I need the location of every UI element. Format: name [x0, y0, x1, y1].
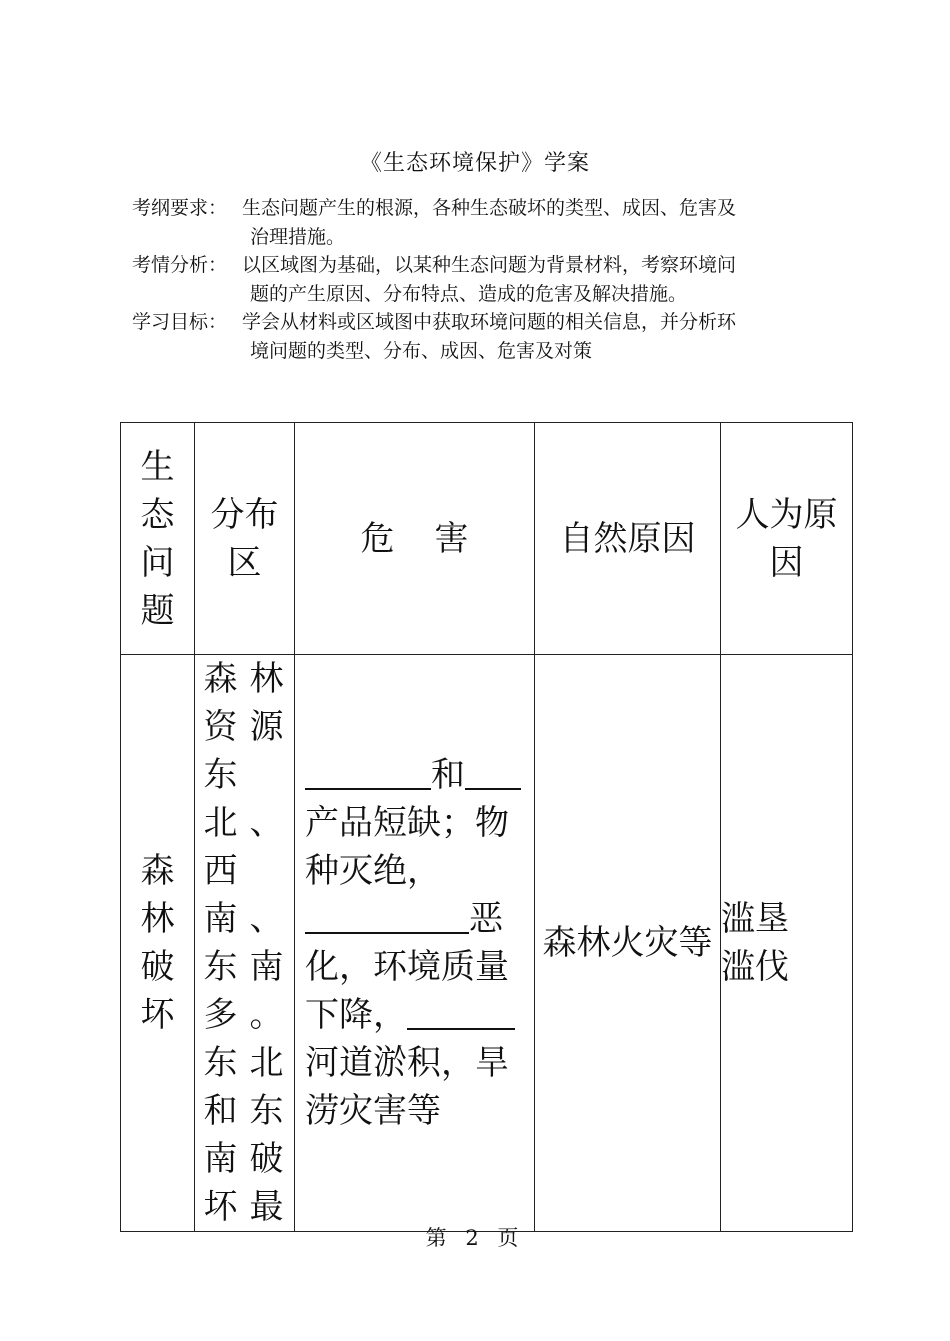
fill-blank[interactable]: [305, 898, 469, 934]
requirement-label: 考纲要求：: [132, 197, 228, 219]
requirement-text: 以区域图为基础，以某种生态问题为背景材料，考察环境问: [242, 254, 737, 276]
header-distribution: 分布区: [195, 423, 295, 655]
table-row: [121, 655, 853, 1232]
requirement-exam-outline: [132, 194, 832, 252]
cell-harm: 和产品短缺；物种灭绝，恶化，环境质量下降，河道淤积，旱涝灾害等: [295, 655, 535, 1232]
requirement-goal: [132, 308, 832, 366]
header-ecological-problem: 生态问题: [121, 423, 195, 655]
cell-distribution: 森林资源东北、西南、东南多。东北和东南破坏最: [195, 655, 295, 1232]
header-human-cause: 人为原因: [721, 423, 853, 655]
page-title: 《生态环境保护》学案: [359, 151, 590, 176]
requirement-label: 学习目标：: [132, 311, 228, 333]
header-harm: 危害: [295, 423, 535, 655]
fill-blank[interactable]: [465, 754, 521, 790]
requirement-analysis: [132, 251, 832, 309]
table-header-row: [121, 423, 853, 655]
fill-blank[interactable]: [407, 994, 515, 1030]
cell-problem: 森林破坏: [121, 655, 195, 1232]
cell-natural-cause: 森林火灾等: [535, 655, 721, 1232]
cell-human-cause: 滥垦滥伐: [721, 655, 853, 1232]
fill-blank[interactable]: [305, 754, 431, 790]
requirement-text: 学会从材料或区域图中获取环境问题的相关信息，并分析环: [242, 311, 737, 333]
page-number: 第 2 页: [425, 1226, 525, 1250]
ecology-table: [120, 422, 853, 1232]
requirement-text-continued: 境问题的类型、分布、成因、危害及对策: [250, 340, 593, 362]
requirement-text-continued: 治理措施。: [250, 226, 346, 248]
requirement-label: 考情分析：: [132, 254, 228, 276]
header-natural-cause: 自然原因: [535, 423, 721, 655]
requirement-text-continued: 题的产生原因、分布特点、造成的危害及解决措施。: [250, 283, 688, 305]
requirement-text: 生态问题产生的根源，各种生态破坏的类型、成因、危害及: [242, 197, 737, 219]
